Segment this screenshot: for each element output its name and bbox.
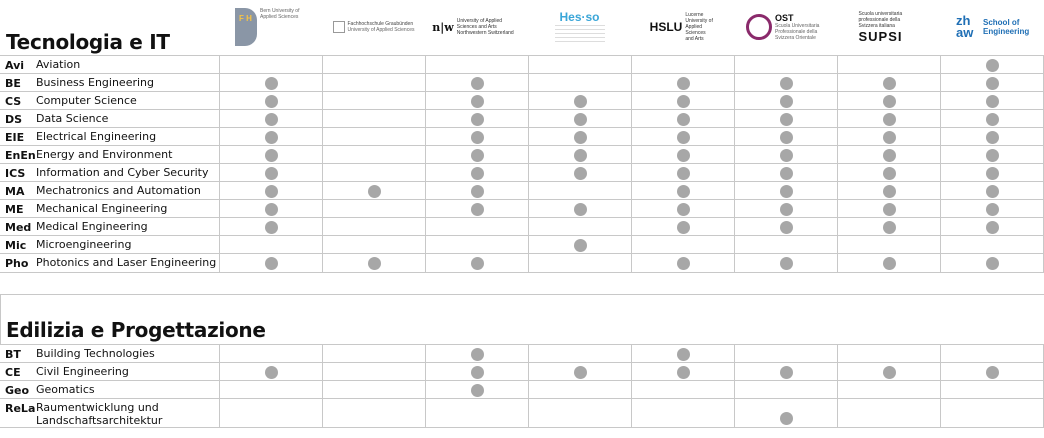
offered-dot	[780, 203, 793, 216]
column-divider	[631, 236, 632, 254]
program-name: Raumentwicklung und Landschaftsarchitektur	[36, 401, 163, 427]
offered-dot	[883, 185, 896, 198]
column-divider	[425, 345, 426, 363]
table-row	[0, 199, 1044, 218]
section-title-tecnologia: Tecnologia e IT	[6, 30, 170, 54]
offered-dot	[265, 203, 278, 216]
column-divider	[219, 146, 220, 164]
column-divider	[837, 381, 838, 399]
column-divider	[528, 128, 529, 146]
table-row	[0, 181, 1044, 200]
program-name: Building Technologies	[36, 347, 155, 360]
offered-dot	[471, 95, 484, 108]
offered-dot	[780, 167, 793, 180]
column-divider	[734, 254, 735, 272]
column-divider	[528, 56, 529, 74]
offered-dot	[780, 221, 793, 234]
column-divider	[219, 399, 220, 427]
offered-dot	[265, 257, 278, 270]
column-divider	[322, 236, 323, 254]
column-divider	[219, 128, 220, 146]
program-name: Civil Engineering	[36, 365, 129, 378]
program-abbr: BT	[5, 348, 21, 361]
column-divider	[837, 399, 838, 427]
offered-dot	[471, 131, 484, 144]
column-divider	[734, 74, 735, 92]
program-name: Mechatronics and Automation	[36, 184, 201, 197]
program-abbr: Avi	[5, 59, 25, 72]
column-divider	[837, 345, 838, 363]
column-divider	[940, 56, 941, 74]
column-divider	[322, 128, 323, 146]
section-title-edilizia: Edilizia e Progettazione	[6, 318, 266, 342]
offered-dot	[883, 113, 896, 126]
column-divider	[734, 146, 735, 164]
column-divider	[631, 164, 632, 182]
column-divider	[425, 399, 426, 427]
column-divider	[425, 218, 426, 236]
program-abbr: ICS	[5, 167, 26, 180]
offered-dot	[265, 221, 278, 234]
column-divider	[425, 200, 426, 218]
offered-dot	[986, 113, 999, 126]
table-row	[0, 55, 1044, 74]
column-divider	[734, 128, 735, 146]
table-row	[0, 145, 1044, 164]
column-divider	[425, 363, 426, 381]
offered-dot	[986, 203, 999, 216]
column-divider	[528, 92, 529, 110]
hslu-logo: HSLU Lucerne University of Applied Sciences and Arts	[649, 12, 713, 42]
column-divider	[734, 110, 735, 128]
column-divider	[322, 164, 323, 182]
offered-dot	[986, 131, 999, 144]
column-divider	[940, 92, 941, 110]
column-divider	[219, 92, 220, 110]
table-row	[0, 163, 1044, 182]
column-divider	[631, 254, 632, 272]
offered-dot	[883, 167, 896, 180]
column-divider	[631, 200, 632, 218]
offered-dot	[780, 77, 793, 90]
column-divider	[528, 381, 529, 399]
offered-dot	[574, 203, 587, 216]
column-divider	[322, 363, 323, 381]
offered-dot	[471, 185, 484, 198]
offered-dot	[471, 348, 484, 361]
offered-dot	[883, 257, 896, 270]
supsi-logo: Scuola universitaria professionale della Svizzera italiana SUPSI	[858, 10, 903, 44]
program-name: Business Engineering	[36, 76, 155, 89]
offered-dot	[780, 366, 793, 379]
column-divider	[734, 345, 735, 363]
offered-dot	[574, 167, 587, 180]
column-divider	[322, 92, 323, 110]
column-divider	[631, 399, 632, 427]
column-divider	[322, 110, 323, 128]
offered-dot	[986, 149, 999, 162]
column-divider	[940, 182, 941, 200]
offered-dot	[986, 77, 999, 90]
program-name: Information and Cyber Security	[36, 166, 209, 179]
offered-dot	[677, 167, 690, 180]
table-row	[0, 217, 1044, 236]
program-abbr: Mic	[5, 239, 27, 252]
column-divider	[219, 254, 220, 272]
offered-dot	[677, 149, 690, 162]
program-name: Medical Engineering	[36, 220, 148, 233]
offered-dot	[677, 185, 690, 198]
column-divider	[528, 236, 529, 254]
column-divider	[837, 128, 838, 146]
column-divider	[425, 254, 426, 272]
offered-dot	[780, 131, 793, 144]
column-divider	[734, 399, 735, 427]
offered-dot	[471, 167, 484, 180]
column-divider	[425, 92, 426, 110]
column-divider	[322, 182, 323, 200]
table-row	[0, 362, 1044, 381]
offered-dot	[574, 239, 587, 252]
column-divider	[322, 200, 323, 218]
column-divider	[425, 128, 426, 146]
column-divider	[631, 218, 632, 236]
offered-dot	[986, 167, 999, 180]
column-divider	[837, 182, 838, 200]
column-divider	[940, 381, 941, 399]
hes-so-logo: Hes·so	[528, 4, 631, 50]
offered-dot	[780, 113, 793, 126]
column-divider	[219, 381, 220, 399]
column-divider	[219, 56, 220, 74]
column-divider	[940, 164, 941, 182]
offered-dot	[883, 149, 896, 162]
offered-dot	[677, 131, 690, 144]
offered-dot	[780, 95, 793, 108]
program-abbr: CS	[5, 95, 22, 108]
program-abbr: CE	[5, 366, 21, 379]
column-divider	[940, 236, 941, 254]
offered-dot	[265, 167, 278, 180]
column-divider	[734, 218, 735, 236]
column-divider	[528, 146, 529, 164]
column-divider	[322, 56, 323, 74]
table-row	[0, 235, 1044, 254]
offered-dot	[471, 113, 484, 126]
offered-dot	[368, 185, 381, 198]
offered-dot	[471, 203, 484, 216]
column-divider	[940, 128, 941, 146]
program-name: Electrical Engineering	[36, 130, 157, 143]
offered-dot	[986, 257, 999, 270]
zhaw-logo: zh aw School of Engineering	[956, 13, 1030, 40]
program-abbr: Geo	[5, 384, 30, 397]
column-divider	[219, 236, 220, 254]
offered-dot	[471, 384, 484, 397]
table-row	[0, 398, 1044, 428]
column-divider	[837, 200, 838, 218]
column-divider	[940, 74, 941, 92]
offered-dot	[677, 348, 690, 361]
offered-dot	[986, 185, 999, 198]
table-row	[0, 127, 1044, 146]
column-divider	[940, 345, 941, 363]
column-divider	[734, 182, 735, 200]
program-abbr: MA	[5, 185, 25, 198]
column-divider	[940, 218, 941, 236]
column-divider	[837, 236, 838, 254]
offered-dot	[574, 366, 587, 379]
bfh-logo: F H Bern University of Applied Sciences	[219, 4, 322, 50]
offered-dot	[368, 257, 381, 270]
column-divider	[837, 92, 838, 110]
column-divider	[528, 345, 529, 363]
column-divider	[940, 200, 941, 218]
offered-dot	[883, 366, 896, 379]
offered-dot	[265, 149, 278, 162]
offered-dot	[574, 95, 587, 108]
table-row	[0, 380, 1044, 399]
program-abbr: Med	[5, 221, 32, 234]
offered-dot	[780, 185, 793, 198]
column-divider	[425, 182, 426, 200]
column-divider	[219, 345, 220, 363]
offered-dot	[883, 203, 896, 216]
column-divider	[219, 110, 220, 128]
column-divider	[631, 182, 632, 200]
column-divider	[940, 254, 941, 272]
table-row	[0, 253, 1044, 273]
column-divider	[528, 363, 529, 381]
offered-dot	[677, 113, 690, 126]
column-divider	[631, 110, 632, 128]
column-divider	[219, 164, 220, 182]
column-divider	[219, 363, 220, 381]
offered-dot	[780, 257, 793, 270]
offered-dot	[883, 77, 896, 90]
offered-dot	[677, 77, 690, 90]
offered-dot	[265, 95, 278, 108]
column-divider	[734, 56, 735, 74]
program-abbr: Pho	[5, 257, 29, 270]
offered-dot	[265, 185, 278, 198]
table-row	[0, 91, 1044, 110]
column-divider	[734, 92, 735, 110]
column-divider	[219, 74, 220, 92]
column-divider	[734, 381, 735, 399]
column-divider	[322, 381, 323, 399]
offered-dot	[677, 257, 690, 270]
column-divider	[631, 345, 632, 363]
column-divider	[322, 399, 323, 427]
program-abbr: EIE	[5, 131, 25, 144]
column-divider	[631, 381, 632, 399]
program-abbr: ReLa	[5, 402, 36, 415]
offered-dot	[986, 95, 999, 108]
offered-dot	[883, 95, 896, 108]
column-divider	[528, 254, 529, 272]
column-divider	[528, 399, 529, 427]
column-divider	[425, 56, 426, 74]
program-name: Energy and Environment	[36, 148, 173, 161]
offered-dot	[677, 366, 690, 379]
offered-dot	[265, 131, 278, 144]
column-divider	[837, 110, 838, 128]
column-divider	[322, 254, 323, 272]
column-divider	[837, 74, 838, 92]
offered-dot	[780, 149, 793, 162]
column-divider	[322, 218, 323, 236]
column-divider	[425, 146, 426, 164]
offered-dot	[574, 149, 587, 162]
column-divider	[734, 164, 735, 182]
column-divider	[940, 399, 941, 427]
program-name: Photonics and Laser Engineering	[36, 256, 217, 269]
column-divider	[322, 146, 323, 164]
column-divider	[837, 254, 838, 272]
offered-dot	[677, 221, 690, 234]
table-row	[0, 344, 1044, 363]
column-divider	[425, 236, 426, 254]
offered-dot	[986, 59, 999, 72]
column-divider	[219, 182, 220, 200]
offered-dot	[574, 113, 587, 126]
offered-dot	[986, 366, 999, 379]
program-abbr: DS	[5, 113, 23, 126]
offered-dot	[780, 412, 793, 425]
column-divider	[219, 218, 220, 236]
column-divider	[631, 74, 632, 92]
offered-dot	[677, 95, 690, 108]
column-divider	[528, 182, 529, 200]
column-divider	[322, 345, 323, 363]
offered-dot	[986, 221, 999, 234]
fhnw-logo: n|w University of Applied Sciences and Arts Northwestern Switzerland	[432, 18, 514, 36]
column-divider	[631, 363, 632, 381]
offered-dot	[471, 77, 484, 90]
column-divider	[528, 74, 529, 92]
column-divider	[425, 74, 426, 92]
offered-dot	[574, 131, 587, 144]
table-row	[0, 109, 1044, 128]
column-divider	[734, 200, 735, 218]
column-divider	[425, 164, 426, 182]
program-name: Geomatics	[36, 383, 95, 396]
column-divider	[322, 74, 323, 92]
column-divider	[528, 200, 529, 218]
program-name: Data Science	[36, 112, 109, 125]
offered-dot	[265, 366, 278, 379]
column-divider	[837, 363, 838, 381]
ost-logo: OST Scuola Universitaria Professionale della Svizzera Orientale	[734, 4, 837, 50]
column-divider	[940, 146, 941, 164]
table-row	[0, 73, 1044, 92]
program-name: Computer Science	[36, 94, 137, 107]
offered-dot	[265, 77, 278, 90]
column-divider	[631, 128, 632, 146]
program-abbr: EnEn	[5, 149, 36, 162]
column-divider	[219, 200, 220, 218]
column-divider	[631, 146, 632, 164]
column-divider	[425, 110, 426, 128]
column-divider	[631, 92, 632, 110]
offered-dot	[471, 149, 484, 162]
offered-dot	[883, 131, 896, 144]
program-name: Aviation	[36, 58, 81, 71]
program-abbr: BE	[5, 77, 21, 90]
offered-dot	[265, 113, 278, 126]
column-divider	[631, 56, 632, 74]
column-divider	[734, 363, 735, 381]
program-abbr: ME	[5, 203, 24, 216]
fh-graubuenden-logo: Fachhochschule Graubünden University of Applied Sciences	[322, 4, 425, 50]
column-divider	[528, 110, 529, 128]
column-divider	[837, 56, 838, 74]
column-divider	[734, 236, 735, 254]
column-divider	[837, 146, 838, 164]
column-divider	[940, 110, 941, 128]
column-divider	[837, 164, 838, 182]
column-divider	[940, 363, 941, 381]
program-name: Mechanical Engineering	[36, 202, 168, 215]
offered-dot	[471, 257, 484, 270]
program-name: Microengineering	[36, 238, 132, 251]
offered-dot	[883, 221, 896, 234]
column-divider	[528, 218, 529, 236]
column-divider	[528, 164, 529, 182]
offered-dot	[677, 203, 690, 216]
column-divider	[837, 218, 838, 236]
offered-dot	[471, 366, 484, 379]
column-divider	[425, 381, 426, 399]
